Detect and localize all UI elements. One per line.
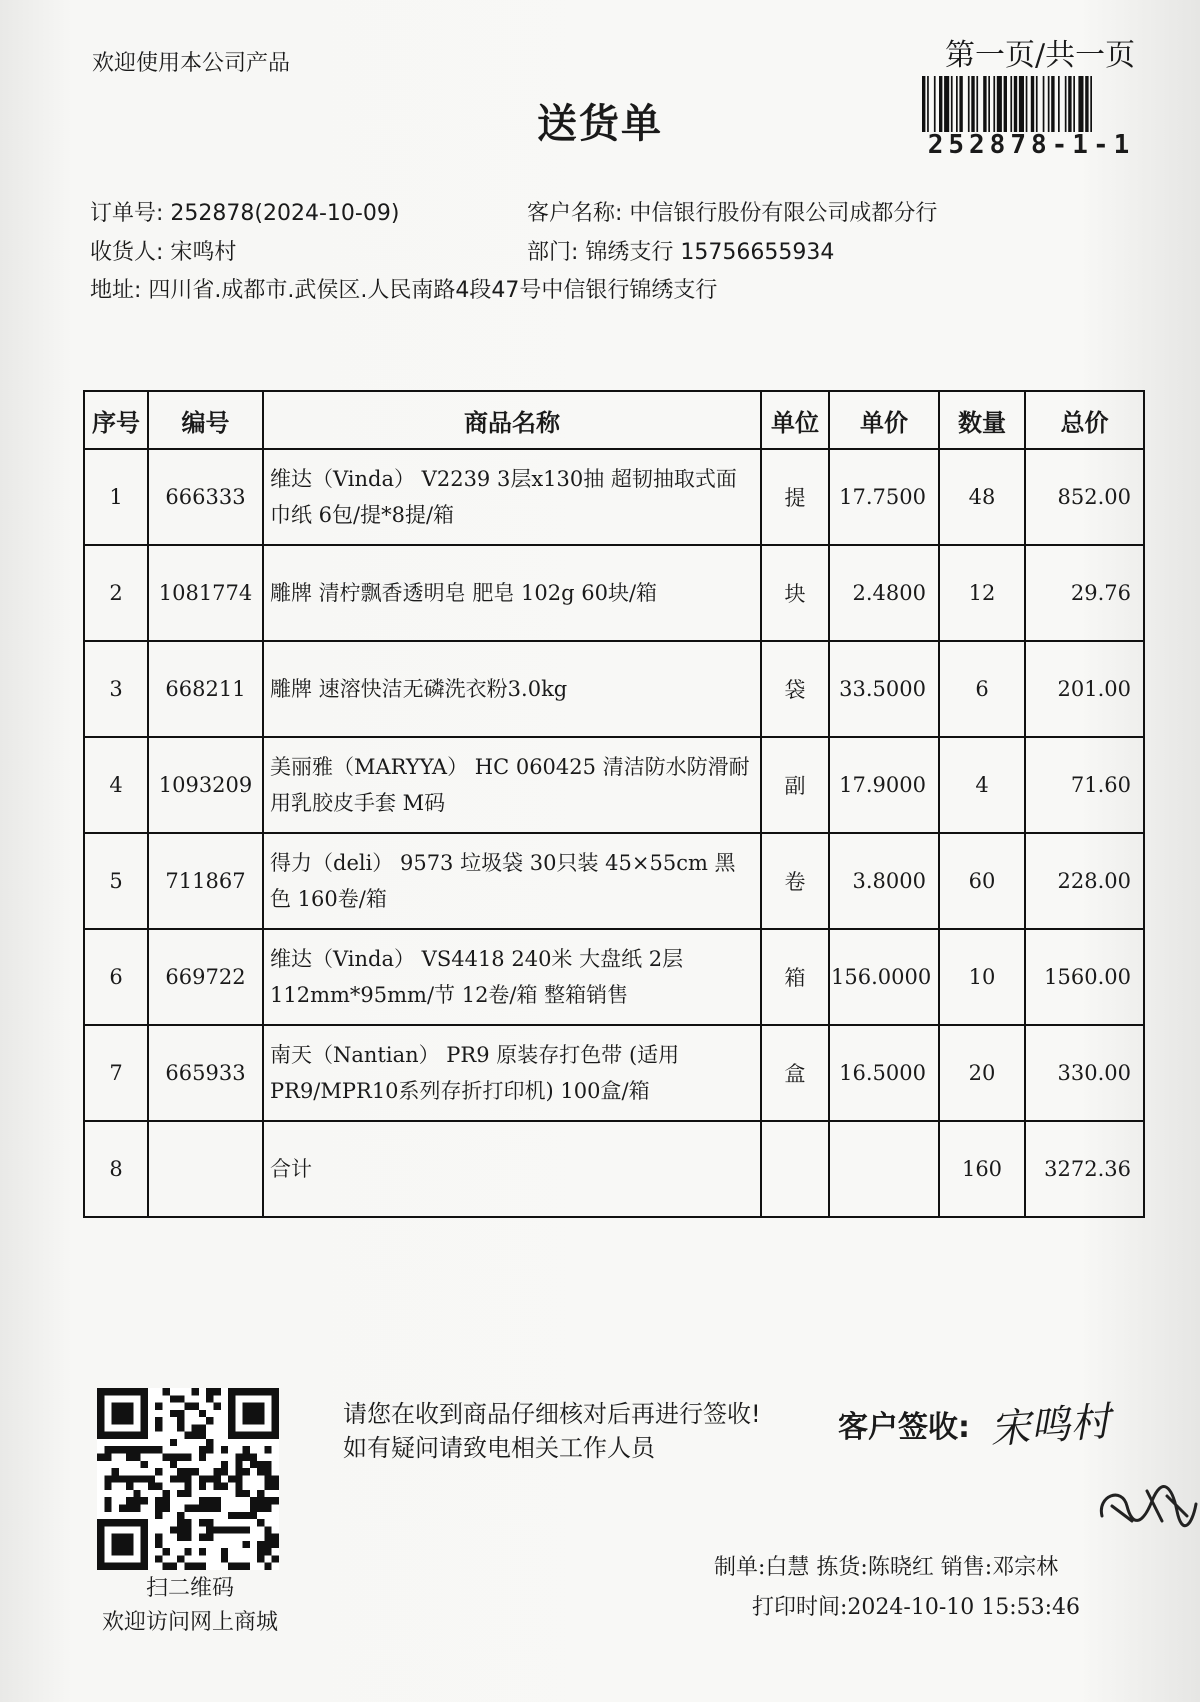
cell-name: 南天（Nantian） PR9 原装存打色带 (适用PR9/MPR10系列存折打印机) 100盒/箱 [263,1025,761,1121]
customer-name [527,196,937,227]
cell-name: 雕牌 速溶快洁无磷洗衣粉3.0kg [263,641,761,737]
cell-unit: 盒 [761,1025,829,1121]
staff-line: 制单:白慧 拣货:陈晓红 销售:邓宗林 [714,1555,1059,1580]
cell-total: 1560.00 [1025,929,1144,1025]
qr-caption [84,1572,296,1640]
cell-unit: 箱 [761,929,829,1025]
cell-price [829,1121,939,1217]
cell-name: 得力（deli） 9573 垃圾袋 30只装 45×55cm 黑色 160卷/箱 [263,833,761,929]
table-row [84,929,1144,1025]
qr-caption-line1: 扫二维码 [145,1576,234,1601]
order-number [90,196,399,227]
qr-code-icon [97,1388,279,1570]
cell-name: 美丽雅（MARYYA） HC 060425 清洁防水防滑耐用乳胶皮手套 M码 [263,737,761,833]
welcome-text: 欢迎使用本公司产品 [92,51,291,76]
cell-qty: 160 [939,1121,1025,1217]
cell-name: 维达（Vinda） VS4418 240米 大盘纸 2层 112mm*95mm/节 12卷/箱 整箱销售 [263,929,761,1025]
header-qty: 数量 [939,391,1025,449]
cell-price: 17.9000 [829,737,939,833]
cell-seq: 1 [84,449,148,545]
header-seq: 序号 [84,391,148,449]
cell-total: 330.00 [1025,1025,1144,1121]
cell-seq: 4 [84,737,148,833]
order-label: 订单号: [90,201,164,226]
header-price: 单价 [829,391,939,449]
cell-unit: 提 [761,449,829,545]
cell-code: 668211 [148,641,263,737]
header-code: 编号 [148,391,263,449]
customer-signature: 宋鸣村 [988,1398,1112,1454]
dept-label: 部门: [527,240,579,265]
sign-label: 客户签收: [838,1410,970,1445]
department [527,235,834,266]
cell-price: 3.8000 [829,833,939,929]
items-table [83,390,1145,1218]
cell-seq: 6 [84,929,148,1025]
cell-seq: 3 [84,641,148,737]
customer-label: 客户名称: [527,201,623,226]
cell-name: 合计 [263,1121,761,1217]
cell-seq: 5 [84,833,148,929]
cell-unit: 袋 [761,641,829,737]
cell-qty: 6 [939,641,1025,737]
order-value: 252878(2024-10-09) [170,201,400,226]
cell-name: 雕牌 清柠飘香透明皂 肥皂 102g 60块/箱 [263,545,761,641]
cell-unit: 块 [761,545,829,641]
table-row [84,833,1144,929]
cell-qty: 20 [939,1025,1025,1121]
qr-caption-line2: 欢迎访问网上商城 [101,1610,278,1635]
cell-code: 669722 [148,929,263,1025]
document-title: 送货单 [537,101,663,147]
table-header-row [84,391,1144,449]
address-value: 四川省.成都市.武侯区.人民南路4段47号中信银行锦绣支行 [148,278,718,303]
cell-price: 17.7500 [829,449,939,545]
table-row [84,1025,1144,1121]
cell-total: 29.76 [1025,545,1144,641]
dept-value: 锦绣支行 15756655934 [585,240,835,265]
cell-price: 33.5000 [829,641,939,737]
address-label: 地址: [90,278,142,303]
cell-total: 71.60 [1025,737,1144,833]
cell-code: 1093209 [148,737,263,833]
receiver [90,235,236,266]
cell-qty: 48 [939,449,1025,545]
cell-qty: 10 [939,929,1025,1025]
header-total: 总价 [1025,391,1144,449]
cell-seq: 7 [84,1025,148,1121]
cell-total: 201.00 [1025,641,1144,737]
cell-unit: 卷 [761,833,829,929]
cell-code: 665933 [148,1025,263,1121]
cell-qty: 12 [939,545,1025,641]
cell-code [148,1121,263,1217]
cell-name: 维达（Vinda） V2239 3层x130抽 超韧抽取式面巾纸 6包/提*8提/箱 [263,449,761,545]
receipt-notice: 请您在收到商品仔细核对后再进行签收! 如有疑问请致电相关工作人员 [343,1400,761,1462]
cell-total: 228.00 [1025,833,1144,929]
handwritten-scribble-icon [1092,1476,1200,1536]
table-row [84,737,1144,833]
cell-seq: 8 [84,1121,148,1217]
cell-price: 16.5000 [829,1025,939,1121]
customer-value: 中信银行股份有限公司成都分行 [629,201,938,226]
receiver-label: 收货人: [90,240,164,265]
header-name: 商品名称 [263,391,761,449]
table-row [84,545,1144,641]
barcode-number: 252878-1-1 [927,130,1135,160]
table-row [84,641,1144,737]
cell-total: 3272.36 [1025,1121,1144,1217]
cell-unit [761,1121,829,1217]
table-row [84,449,1144,545]
cell-seq: 2 [84,545,148,641]
cell-price: 2.4800 [829,545,939,641]
address [90,273,717,304]
cell-code: 711867 [148,833,263,929]
print-time: 打印时间:2024-10-10 15:53:46 [752,1595,1081,1620]
receiver-value: 宋鸣村 [170,240,237,265]
header-unit: 单位 [761,391,829,449]
cell-qty: 4 [939,737,1025,833]
cell-price: 156.0000 [829,929,939,1025]
cell-qty: 60 [939,833,1025,929]
cell-unit: 副 [761,737,829,833]
table-row-total [84,1121,1144,1217]
page-indicator: 第一页/共一页 [945,38,1136,73]
cell-total: 852.00 [1025,449,1144,545]
cell-code: 666333 [148,449,263,545]
cell-code: 1081774 [148,545,263,641]
